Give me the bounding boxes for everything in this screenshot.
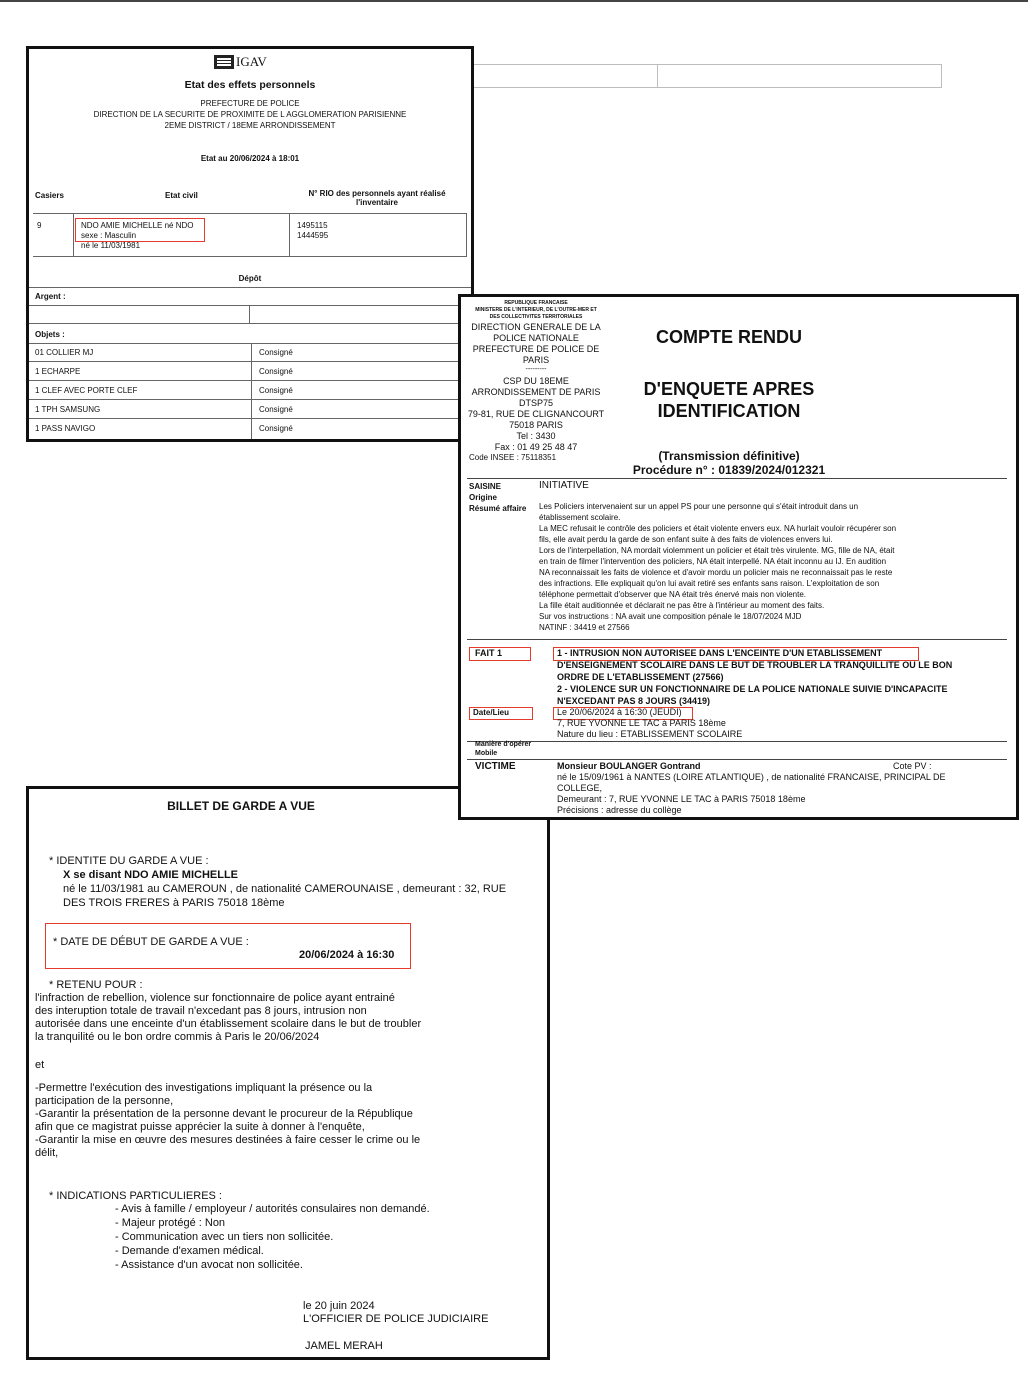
retenu-line: la tranquilité ou le bon ordre commis à Paris le 20/06/2024 xyxy=(35,1031,320,1043)
victime-line: Précisions : adresse du collège xyxy=(557,805,682,815)
header-line: REPUBLIQUE FRANCAISE xyxy=(504,300,568,306)
header-line: Fax : 01 49 25 48 47 xyxy=(494,442,578,452)
signature-date: le 20 juin 2024 xyxy=(303,1300,375,1312)
item-status: Consigné xyxy=(259,367,293,376)
item-status: Consigné xyxy=(259,348,293,357)
background-table xyxy=(468,64,942,88)
header-line: PREFECTURE DE POLICE DE xyxy=(472,344,600,354)
resume-line: La fille était auditionnée et déclarait ne pas être à l'intérieur au moment des faits. xyxy=(539,601,825,610)
resume-line: NATINF : 34419 et 27566 xyxy=(539,623,630,632)
date-lieu-line: 7, RUE YVONNE LE TAC à PARIS 18ème xyxy=(557,718,726,728)
doc-compte-rendu xyxy=(458,294,1019,820)
code-insee: Code INSEE : 75118351 xyxy=(469,453,557,462)
doc3-title: BILLET DE GARDE A VUE xyxy=(167,799,315,813)
argent-label: Argent : xyxy=(35,292,66,301)
motif-line: -Garantir la présentation de la personne devant le procureur de la République xyxy=(35,1108,413,1120)
indication-line: - Communication avec un tiers non sollicitée. xyxy=(115,1231,334,1243)
header-line: 75018 PARIS xyxy=(509,420,563,430)
logo-text: IGAV xyxy=(236,54,267,69)
identite-label: * IDENTITE DU GARDE A VUE : xyxy=(49,855,209,867)
identite-line: DES TROIS FRERES à PARIS 75018 18ème xyxy=(63,897,285,909)
col-casiers: Casiers xyxy=(35,191,64,200)
item-name: 01 COLLIER MJ xyxy=(35,348,94,357)
fait-line: D'ENSEIGNEMENT SCOLAIRE DANS LE BUT DE TROUBLER LA TRANQUILLITE OU LE BON xyxy=(557,660,953,670)
title-enquete: D'ENQUETE APRES xyxy=(643,379,815,399)
rio-number: 1444595 xyxy=(297,231,329,240)
indication-line: - Assistance d'un avocat non sollicitée. xyxy=(115,1259,303,1271)
item-status: Consigné xyxy=(259,405,293,414)
header-line: Tel : 3430 xyxy=(516,431,556,441)
retenu-line: des interuption totale de travail n'excedant pas 8 jours, intrusion non xyxy=(35,1005,367,1017)
date-lieu-line: Le 20/06/2024 à 16:30 (JEUDI) xyxy=(557,707,682,717)
doc1-header-line: DIRECTION DE LA SECURITE DE PROXIMITE DE L AGGLOMERATION PARISIENNE xyxy=(93,110,407,119)
etat-civil-line: sexe : Masculin xyxy=(81,231,137,240)
retenu-line: l'infraction de rebellion, violence sur fonctionnaire de police ayant entrainé xyxy=(35,992,395,1004)
motif-line: délit, xyxy=(35,1147,59,1159)
signature-role: L'OFFICIER DE POLICE JUDICIAIRE xyxy=(303,1313,489,1325)
transmission: (Transmission définitive) xyxy=(658,449,800,463)
header-line: DTSP75 xyxy=(518,398,553,408)
resume-line: Lors de l'interpellation, NA mordait violemment un policier et était très virulente. MG, fille de NA, était xyxy=(539,546,895,555)
retenu-line: autorisée dans une enceinte d'un établissement scolaire dans le but de troubler xyxy=(35,1018,422,1030)
doc-billet-garde-a-vue xyxy=(26,786,550,1360)
header-line: ARRONDISSEMENT DE PARIS xyxy=(471,387,601,397)
item-name: 1 ECHARPE xyxy=(35,367,81,376)
doc1-header-line: 2EME DISTRICT / 18EME ARRONDISSEMENT xyxy=(164,121,336,130)
header-line: PARIS xyxy=(522,355,550,365)
indication-line: - Demande d'examen médical. xyxy=(115,1245,264,1257)
resume-line: Les Policiers intervenaient sur un appel PS pour une personne qui s'était introduit dans un xyxy=(539,502,859,511)
resume-label: Résumé affaire xyxy=(469,504,527,513)
etat-civil-line: né le 11/03/1981 xyxy=(81,241,141,250)
fait-line: N'EXCEDANT PAS 8 JOURS (34419) xyxy=(557,696,711,706)
motif-line: -Garantir la mise en œuvre des mesures destinées à faire cesser le crime ou le xyxy=(35,1134,421,1146)
indication-line: - Avis à famille / employeur / autorités consulaires non demandé. xyxy=(115,1203,430,1215)
resume-line: Sur vos instructions : NA avait une composition pénale le 18/07/2024 MJD xyxy=(539,612,802,621)
mobile-label: Mobile xyxy=(475,750,498,757)
motif-line: participation de la personne, xyxy=(35,1095,174,1107)
doc1-header-line: PREFECTURE DE POLICE xyxy=(200,99,300,108)
resume-line: des infractions. Elle expliquait qu'on lui avait retiré ses enfants sans raison. L'exploitation de son xyxy=(539,579,880,588)
date-label: * DATE DE DÉBUT DE GARDE A VUE : xyxy=(53,936,249,948)
gav-name: X se disant NDO AMIE MICHELLE xyxy=(63,869,239,881)
col-rio: N° RIO des personnels ayant réalisé l'inventaire xyxy=(308,189,446,207)
col-etat-civil: Etat civil xyxy=(165,191,198,200)
casier-number: 9 xyxy=(37,221,42,230)
item-name: 1 CLEF AVEC PORTE CLEF xyxy=(35,386,138,395)
date-value: 20/06/2024 à 16:30 xyxy=(299,949,395,961)
victime-line: né le 15/09/1961 à NANTES (LOIRE ATLANTIQUE) , de nationalité FRANCAISE, PRINCIPAL DE xyxy=(557,772,946,782)
victime-line: COLLEGE, xyxy=(557,783,603,793)
title-identification: IDENTIFICATION xyxy=(657,401,801,421)
resume-line: téléphone permettait d'observer que NA était très énervé mais non violente. xyxy=(539,590,807,599)
resume-line: NA reconnaissait les faits de violence et d'avoir mordu un policier mais ne reconnaissait pas le reste xyxy=(539,568,893,577)
header-line: DIRECTION GENERALE DE LA xyxy=(471,322,601,332)
resume-line: La MEC refusait le contrôle des policiers et était violente envers eux. NA hurlait vouloir récupérer son xyxy=(539,524,897,533)
item-name: 1 TPH SAMSUNG xyxy=(35,405,101,414)
depot-heading: Dépôt xyxy=(238,274,262,283)
item-status: Consigné xyxy=(259,386,293,395)
header-line: POLICE NATIONALE xyxy=(493,333,579,343)
item-name: 1 PASS NAVIGO xyxy=(35,424,96,433)
top-border xyxy=(0,0,1028,2)
victime-label: VICTIME xyxy=(475,761,516,772)
motif-line: -Permettre l'exécution des investigations impliquant la présence ou la xyxy=(35,1082,373,1094)
highlight-box xyxy=(75,218,205,242)
origine-label: Origine xyxy=(469,493,498,502)
header-line: --------- xyxy=(525,366,547,373)
igav-logo-icon xyxy=(214,55,234,69)
saisine-value: INITIATIVE xyxy=(539,480,589,491)
objets-label: Objets : xyxy=(35,330,65,339)
saisine-label: SAISINE xyxy=(469,482,502,491)
retenu-label: * RETENU POUR : xyxy=(49,979,143,991)
et-text: et xyxy=(35,1059,45,1071)
fait-line: 1 - INTRUSION NON AUTORISEE DANS L'ENCEINTE D'UN ETABLISSEMENT xyxy=(557,648,883,658)
indication-line: - Majeur protégé : Non xyxy=(115,1217,226,1229)
fait-label: FAIT 1 xyxy=(475,648,503,658)
maniere-label: Manière d'opérer xyxy=(475,741,532,748)
fait-line: ORDRE DE L'ETABLISSEMENT (27566) xyxy=(557,672,724,682)
signature-name: JAMEL MERAH xyxy=(305,1340,383,1352)
title-compte-rendu: COMPTE RENDU xyxy=(655,327,802,347)
doc1-date: Etat au 20/06/2024 à 18:01 xyxy=(200,154,300,163)
indications-label: * INDICATIONS PARTICULIERES : xyxy=(49,1190,222,1202)
victime-name: Monsieur BOULANGER Gontrand xyxy=(557,761,701,771)
header-line: CSP DU 18EME xyxy=(503,376,569,386)
motif-line: afin que ce magistrat puisse apprécier la suite à donner à l'enquête, xyxy=(35,1121,365,1133)
resume-line: en train de filmer l'intervention des policiers, NA était interpellé. NA était inconnu au IJ. En audition xyxy=(539,557,887,566)
fait-line: 2 - VIOLENCE SUR UN FONCTIONNAIRE DE LA POLICE NATIONALE SUIVIE D'INCAPACITE xyxy=(557,684,948,694)
etat-civil-line: NDO AMIE MICHELLE né NDO xyxy=(81,221,194,230)
item-status: Consigné xyxy=(259,424,293,433)
cote-pv: Cote PV : xyxy=(893,761,932,771)
doc1-title: Etat des effets personnels xyxy=(184,79,316,91)
procedure-number: Procédure n° : 01839/2024/012321 xyxy=(632,463,826,477)
resume-line: fils, elle avait perdu la garde de son enfant suite à des faits de violences envers lui. xyxy=(539,535,833,544)
header-line: 79-81, RUE DE CLIGNANCOURT xyxy=(467,409,605,419)
rio-number: 1495115 xyxy=(297,221,328,230)
identite-line: né le 11/03/1981 au CAMEROUN , de nationalité CAMEROUNAISE , demeurant : 32, RUE xyxy=(63,883,507,895)
date-lieu-line: Nature du lieu : ETABLISSEMENT SCOLAIRE xyxy=(557,729,743,739)
header-line: MINISTERE DE L'INTERIEUR, DE L'OUTRE-MER ET xyxy=(475,307,597,313)
date-lieu-label: Date/Lieu xyxy=(473,708,510,717)
header-line: DES COLLECTIVITES TERRITORIALES xyxy=(489,314,583,320)
resume-line: établissement scolaire. xyxy=(539,513,621,522)
doc-effets-personnels xyxy=(26,46,474,442)
victime-line: Demeurant : 7, RUE YVONNE LE TAC à PARIS 75018 18ème xyxy=(557,794,806,804)
